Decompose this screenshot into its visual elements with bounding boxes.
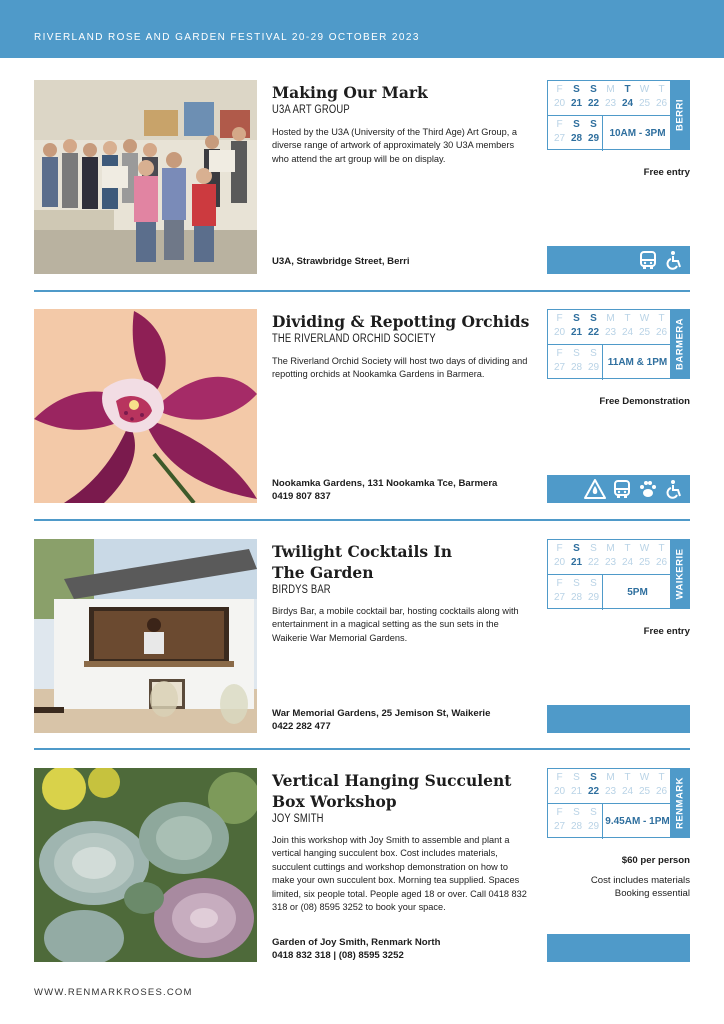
calendar-cell: 24 <box>621 327 634 338</box>
calendar-cell: F <box>556 119 563 130</box>
event-photo-art-group <box>34 80 257 274</box>
calendar-cell: 28 <box>570 821 583 832</box>
calendar-cell: W <box>639 313 650 324</box>
calendar-cell: W <box>639 772 650 783</box>
event-title: Making Our Mark <box>272 83 428 102</box>
calendar-cell: 22 <box>587 98 600 109</box>
calendar-cell: S <box>590 348 597 359</box>
calendar-cell: 25 <box>638 98 651 109</box>
section-divider <box>34 290 690 292</box>
event-price: Free entry <box>643 626 690 637</box>
bus-icon <box>612 479 632 499</box>
event-time: 11AM & 1PM <box>607 356 668 368</box>
calendar-cell: 21 <box>570 98 583 109</box>
event-card-succulent-workshop <box>34 768 690 962</box>
date-calendar <box>547 768 690 838</box>
pet-friendly-icon <box>638 479 658 499</box>
event-venue: Garden of Joy Smith, Renmark North 0418 832 318 | (08) 8595 3252 <box>272 937 441 961</box>
event-card-making-our-mark <box>34 80 690 274</box>
calendar-cell: 26 <box>655 786 668 797</box>
calendar-cell: W <box>639 84 650 95</box>
calendar-cell: F <box>556 578 563 589</box>
calendar-cell: 28 <box>570 592 583 603</box>
calendar-cell: 29 <box>587 362 600 373</box>
event-description: Hosted by the U3A (University of the Third Age) Art Group, a diverse range of artwork of approximately 30 U3A members who attend the art group will be on display. <box>272 127 517 164</box>
calendar-cell: 20 <box>553 557 566 568</box>
event-organiser: U3A ART GROUP <box>272 104 350 116</box>
calendar-cell: 22 <box>587 557 600 568</box>
calendar-cell: 27 <box>553 133 566 144</box>
event-description: Join this workshop with Joy Smith to assemble and plant a vertical hanging succulent box. Cost includes materials, succulent cuttings and workshop demonstration on how to make your own succulent box. Morning tea supplied. Spaces limited, six people total. People aged 18 or over. Call 0418 832 318 or (08) 8595 3252 to book your space. <box>272 835 527 913</box>
town-label: WAIKERIE <box>670 540 689 608</box>
calendar-weekdays <box>551 84 670 96</box>
calendar-cell: 21 <box>570 557 583 568</box>
calendar-cell: 25 <box>638 327 651 338</box>
calendar-weekdays <box>551 543 670 555</box>
event-organiser: JOY SMITH <box>272 813 324 825</box>
calendar-cell: F <box>556 348 563 359</box>
date-calendar <box>547 539 690 609</box>
date-calendar <box>547 80 690 150</box>
calendar-cell: 29 <box>587 821 600 832</box>
calendar-cell: T <box>658 772 665 783</box>
calendar-cell: S <box>573 543 580 554</box>
calendar-cell: 27 <box>553 362 566 373</box>
toilet-icon <box>584 479 606 499</box>
calendar-cell: S <box>590 807 597 818</box>
calendar-cell: 20 <box>553 786 566 797</box>
date-calendar <box>547 309 690 379</box>
calendar-cell: M <box>606 313 615 324</box>
calendar-cell: F <box>556 543 563 554</box>
calendar-dates <box>551 786 670 798</box>
event-card-twilight-cocktails <box>34 539 690 733</box>
event-price: Free Demonstration <box>599 396 690 407</box>
calendar-cell: 26 <box>655 98 668 109</box>
top-banner <box>0 0 724 58</box>
calendar-cell: 22 <box>587 786 600 797</box>
calendar-cell: M <box>606 84 615 95</box>
event-card-orchids <box>34 309 690 503</box>
calendar-dates <box>551 557 670 569</box>
event-venue: Nookamka Gardens, 131 Nookamka Tce, Barmera 0419 807 837 <box>272 478 498 502</box>
calendar-cell: 20 <box>553 98 566 109</box>
calendar-weekdays-2 <box>551 578 602 590</box>
calendar-weekdays-2 <box>551 119 602 131</box>
calendar-cell: 21 <box>570 786 583 797</box>
calendar-cell: T <box>624 313 631 324</box>
calendar-cell: 23 <box>604 786 617 797</box>
calendar-dates-2 <box>551 362 602 374</box>
calendar-weekdays <box>551 313 670 325</box>
calendar-dates-2 <box>551 133 602 145</box>
amenity-bar <box>547 705 690 733</box>
event-time: 5PM <box>627 586 648 598</box>
calendar-cell: T <box>624 543 631 554</box>
calendar-cell: S <box>590 119 597 130</box>
event-photo-orchid <box>34 309 257 503</box>
calendar-cell: 27 <box>553 821 566 832</box>
calendar-cell: 23 <box>604 98 617 109</box>
calendar-dates <box>551 327 670 339</box>
calendar-weekdays-2 <box>551 807 602 819</box>
event-venue: War Memorial Gardens, 25 Jemison St, Waikerie 0422 282 477 <box>272 708 491 732</box>
calendar-cell: T <box>658 84 665 95</box>
calendar-cell: S <box>573 84 580 95</box>
event-time: 10AM - 3PM <box>609 127 666 139</box>
website-footer: WWW.RENMARKROSES.COM <box>34 987 193 998</box>
calendar-cell: 28 <box>570 133 583 144</box>
calendar-cell: 26 <box>655 327 668 338</box>
event-title: Vertical Hanging Succulent Box Workshop <box>272 771 512 811</box>
calendar-cell: S <box>590 84 597 95</box>
calendar-cell: T <box>658 543 665 554</box>
bus-icon <box>638 250 658 270</box>
amenity-bar <box>547 475 690 503</box>
calendar-cell: 24 <box>621 786 634 797</box>
event-organiser: THE RIVERLAND ORCHID SOCIETY <box>272 333 436 345</box>
calendar-cell: F <box>556 807 563 818</box>
calendar-cell: 21 <box>570 327 583 338</box>
calendar-weekdays <box>551 772 670 784</box>
section-divider <box>34 519 690 521</box>
calendar-cell: M <box>606 543 615 554</box>
calendar-cell: 25 <box>638 557 651 568</box>
calendar-cell: 25 <box>638 786 651 797</box>
wheelchair-icon <box>664 250 684 270</box>
wheelchair-icon <box>664 479 684 499</box>
calendar-weekdays-2 <box>551 348 602 360</box>
event-photo-cocktail-bar <box>34 539 257 733</box>
calendar-dates-2 <box>551 592 602 604</box>
amenity-bar <box>547 934 690 962</box>
section-divider <box>34 748 690 750</box>
event-venue: U3A, Strawbridge Street, Berri <box>272 256 410 267</box>
event-description: Birdys Bar, a mobile cocktail bar, hosting cocktails along with entertainment in a magical setting as the sun sets in the Waikerie War Memorial Gardens. <box>272 606 519 643</box>
event-title: Dividing & Repotting Orchids <box>272 312 530 331</box>
calendar-cell: 20 <box>553 327 566 338</box>
town-label: BARMERA <box>670 310 689 378</box>
calendar-cell: T <box>624 772 631 783</box>
calendar-cell: M <box>606 772 615 783</box>
calendar-cell: W <box>639 543 650 554</box>
town-label: RENMARK <box>670 769 689 837</box>
calendar-cell: 29 <box>587 133 600 144</box>
calendar-cell: 29 <box>587 592 600 603</box>
calendar-cell: 24 <box>621 557 634 568</box>
calendar-cell: S <box>590 578 597 589</box>
calendar-dates <box>551 98 670 110</box>
calendar-cell: F <box>556 313 563 324</box>
event-photo-succulents <box>34 768 257 962</box>
calendar-dates-2 <box>551 821 602 833</box>
calendar-cell: T <box>658 313 665 324</box>
event-organiser: BIRDYS BAR <box>272 584 331 596</box>
event-title: Twilight Cocktails In The Garden <box>272 542 452 582</box>
festival-title: RIVERLAND ROSE AND GARDEN FESTIVAL 20-29 OCTOBER 2023 <box>34 32 420 43</box>
calendar-cell: 26 <box>655 557 668 568</box>
event-time: 9.45AM - 1PM <box>605 815 670 827</box>
event-description: The Riverland Orchid Society will host two days of dividing and repotting orchids at Nookamka Gardens in Barmera. <box>272 356 528 380</box>
calendar-cell: S <box>573 578 580 589</box>
calendar-cell: F <box>556 772 563 783</box>
town-label: BERRI <box>670 81 689 149</box>
calendar-cell: F <box>556 84 563 95</box>
calendar-cell: S <box>573 772 580 783</box>
calendar-cell: S <box>590 543 597 554</box>
calendar-cell: S <box>573 348 580 359</box>
event-price: Free entry <box>643 167 690 178</box>
calendar-cell: 28 <box>570 362 583 373</box>
calendar-cell: 24 <box>621 98 634 109</box>
calendar-cell: 22 <box>587 327 600 338</box>
calendar-cell: S <box>590 772 597 783</box>
amenity-bar <box>547 246 690 274</box>
calendar-cell: S <box>573 313 580 324</box>
event-price: $60 per person Cost includes materials Booking essential <box>590 855 690 899</box>
calendar-cell: S <box>573 807 580 818</box>
calendar-cell: S <box>573 119 580 130</box>
calendar-cell: T <box>624 84 631 95</box>
calendar-cell: 23 <box>604 557 617 568</box>
calendar-cell: 23 <box>604 327 617 338</box>
calendar-cell: S <box>590 313 597 324</box>
calendar-cell: 27 <box>553 592 566 603</box>
